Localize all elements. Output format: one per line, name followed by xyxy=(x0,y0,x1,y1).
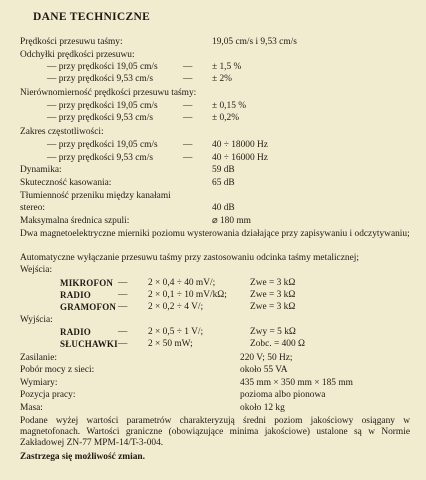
spec-label: Odchyłki prędkości przesuwu: xyxy=(20,50,135,60)
spec-label: Zakres częstotliwości: xyxy=(20,127,104,137)
spec-value: ± 2% xyxy=(212,74,232,84)
output-name: RADIO xyxy=(60,327,92,337)
input-spec: 2 × 0,4 ÷ 40 mV/; xyxy=(148,278,216,288)
spec-value: 220 V; 50 Hz; xyxy=(240,353,293,363)
spec-label: Tłumienność przeniku między kanałami xyxy=(20,191,171,201)
spec-label: Maksymalna średnica szpuli: xyxy=(20,216,130,226)
spec-sublabel: — przy prędkości 9,53 cm/s xyxy=(47,153,153,163)
spec-value: 19,05 cm/s i 9,53 cm/s xyxy=(212,37,297,47)
input-spec: 2 × 0,2 ÷ 4 V/; xyxy=(148,302,204,312)
spec-dash: — xyxy=(183,140,193,150)
spec-label: stereo: xyxy=(20,203,45,213)
spec-dash: — xyxy=(183,74,193,84)
output-impedance: Zwy = 5 kΩ xyxy=(250,327,296,337)
output-name: SŁUCHAWKI xyxy=(60,339,118,349)
spec-value: około 12 kg xyxy=(240,403,285,413)
spec-value: pozioma albo pionowa xyxy=(240,390,326,400)
spec-value: 40 dB xyxy=(212,203,235,213)
spec-sublabel: — przy prędkości 19,05 cm/s xyxy=(47,62,158,72)
spec-value: około 55 VA xyxy=(240,365,288,375)
spec-label: Pozycja pracy: xyxy=(20,390,76,400)
spec-value: 59 dB xyxy=(212,165,235,175)
spec-value: ± 0,2% xyxy=(212,113,240,123)
footer-note: Podane wyżej wartości parametrów charakteryzują średni poziom jakościowy osiągany w magnetofonach. Wartości graniczne (obowiązujące minima jakościowe) ustalone są w Normie Zakładowej ZN-77 MPM-14/T-3-004. xyxy=(20,416,410,448)
auto-stop-paragraph: Automatyczne wyłączanie przesuwu taśmy przy zastosowaniu odcinka taśmy metalicznej; xyxy=(20,253,359,263)
inputs-label: Wejścia: xyxy=(20,265,53,275)
spec-sublabel: — przy prędkości 19,05 cm/s xyxy=(47,140,158,150)
input-dash: — xyxy=(118,290,128,300)
spec-dash: — xyxy=(183,153,193,163)
spec-value: 40 ÷ 18000 Hz xyxy=(212,140,268,150)
input-spec: 2 × 0,1 ÷ 10 mV/kΩ; xyxy=(148,290,227,300)
input-impedance: Zwe = 3 kΩ xyxy=(250,302,296,312)
output-spec: 2 × 0,5 ÷ 1 V/; xyxy=(148,327,204,337)
spec-value: ± 1,5 % xyxy=(212,62,242,72)
page-title: DANE TECHNICZNE xyxy=(33,11,151,23)
input-name: MIKROFON xyxy=(60,278,114,288)
spec-sublabel: — przy prędkości 9,53 cm/s xyxy=(47,74,153,84)
input-name: GRAMOFON xyxy=(60,302,117,312)
input-impedance: Zwe = 3 kΩ xyxy=(250,290,296,300)
input-impedance: Zwe = 3 kΩ xyxy=(250,278,296,288)
input-name: RADIO xyxy=(60,290,92,300)
outputs-label: Wyjścia: xyxy=(20,315,53,325)
input-dash: — xyxy=(118,278,128,288)
spec-label: Pobór mocy z sieci: xyxy=(20,365,95,375)
meters-paragraph: Dwa magnetoelektryczne mierniki poziomu wysterowania działające przy zapisywaniu i odczytywaniu; xyxy=(20,229,410,239)
spec-value: 435 mm × 350 mm × 185 mm xyxy=(240,378,353,388)
spec-label: Wymiary: xyxy=(20,378,58,388)
spec-sublabel: — przy prędkości 19,05 cm/s xyxy=(47,101,158,111)
spec-value: ± 0,15 % xyxy=(212,101,247,111)
spec-dash: — xyxy=(183,113,193,123)
output-dash: — xyxy=(118,339,128,349)
spec-dash: — xyxy=(183,62,193,72)
spec-value: 40 ÷ 16000 Hz xyxy=(212,153,268,163)
input-dash: — xyxy=(118,302,128,312)
spec-label: Masa: xyxy=(20,403,43,413)
spec-label: Skuteczność kasowania: xyxy=(20,178,112,188)
spec-value: ⌀ 180 mm xyxy=(212,216,251,226)
spec-label: Zasilanie: xyxy=(20,353,57,363)
output-dash: — xyxy=(118,327,128,337)
output-spec: 2 × 50 mW; xyxy=(148,339,193,349)
spec-label: Nierównomierność prędkości przesuwu taśmy: xyxy=(20,88,197,98)
output-impedance: Zobc. = 400 Ω xyxy=(250,339,305,349)
reservation-note: Zastrzega się możliwość zmian. xyxy=(20,452,145,462)
spec-dash: — xyxy=(183,101,193,111)
spec-value: 65 dB xyxy=(212,178,235,188)
spec-sublabel: — przy prędkości 9,53 cm/s xyxy=(47,113,153,123)
spec-label: Prędkości przesuwu taśmy: xyxy=(20,37,123,47)
spec-label: Dynamika: xyxy=(20,165,62,175)
